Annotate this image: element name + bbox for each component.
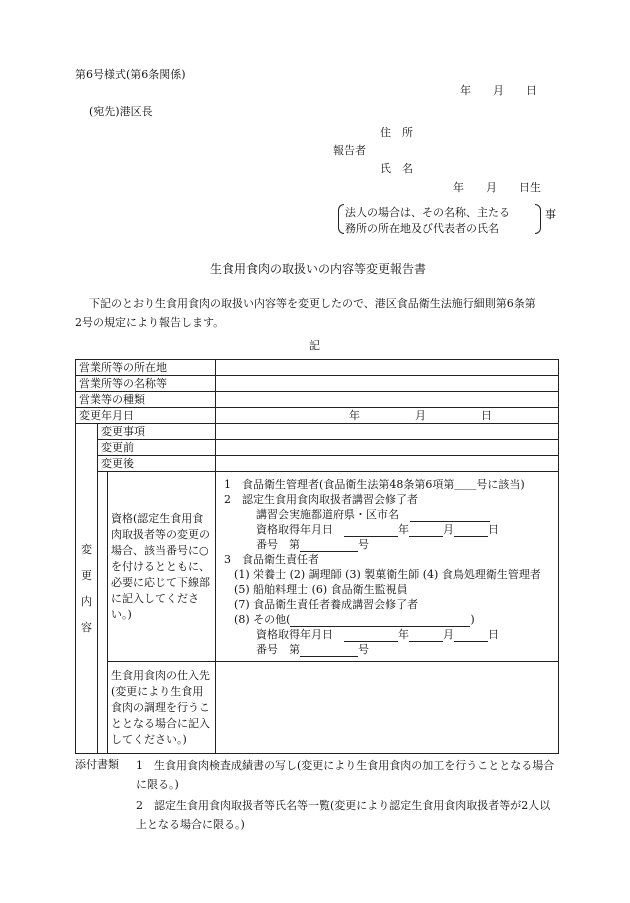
row-supplier xyxy=(76,662,559,754)
underline-blank xyxy=(300,539,358,552)
change-content-label xyxy=(76,424,98,754)
qualification-label: 資格(認定生食用食肉取扱者等の変更の場合、該当番号に○を付けるとともに、必要に応じて下線部に記入してください。) xyxy=(108,472,216,662)
document-title: 生食用食肉の取扱いの内容等変更報告書 xyxy=(210,262,427,276)
business-type-label: 営業等の種類 xyxy=(76,392,216,408)
intro-line1: 下記のとおり生食用食肉の取扱い内容等を変更したので、港区食品衛生法施行細則第6条第 xyxy=(89,297,536,310)
row-change-items xyxy=(76,424,559,440)
right-brace xyxy=(535,204,541,234)
row-after xyxy=(76,456,559,472)
underline-blank xyxy=(344,524,398,537)
after-value[interactable] xyxy=(216,456,559,472)
underline-blank xyxy=(454,524,488,537)
corp-note-line2: 務所の所在地及び代表者の氏名 xyxy=(345,222,499,235)
left-brace xyxy=(338,204,344,234)
underline-blank xyxy=(290,614,470,627)
qual-line: 資格取得年月日 年 月 日 xyxy=(256,627,500,641)
attachment-item-1: 1 生食用食肉検査成績書の写し(変更により生食用食肉の加工を行うこととなる場合に限る。) xyxy=(136,759,555,791)
change-date-label: 変更年月日 xyxy=(76,408,216,424)
vert-char: 変 xyxy=(81,542,92,556)
location-value[interactable] xyxy=(216,360,559,376)
report-form-table xyxy=(75,359,559,754)
qual-line: (1) 栄養士 (2) 調理師 (3) 製菓衛生師 (4) 食鳥処理衛生管理者 xyxy=(234,567,541,581)
row-location xyxy=(76,360,559,376)
underline-blank xyxy=(454,629,488,642)
qual-line: (7) 食品衛生責任者養成講習会修了者 xyxy=(234,597,419,611)
address-label: 住 所 xyxy=(380,126,413,139)
reporter-label: 報告者 xyxy=(333,144,366,157)
underline-blank xyxy=(409,629,443,642)
corp-note-line1: 法人の場合は、その名称、主たる xyxy=(345,206,510,219)
qual-line: 3 食品衛生責任者 xyxy=(224,552,320,566)
business-name-label: 営業所等の名称等 xyxy=(76,376,216,392)
attachment-item-2: 2 認定生食用食肉取扱者等氏名等一覧(変更により認定生食用食肉取扱者等が2人以上となる場合に限る。) xyxy=(136,799,551,831)
qual-line: 番号 第 号 xyxy=(256,537,370,551)
change-items-label: 変更事項 xyxy=(98,424,216,440)
date-line: 年 月 日 xyxy=(460,84,537,97)
underline-blank xyxy=(344,629,398,642)
row-qualification xyxy=(76,472,559,662)
underline-blank xyxy=(300,644,358,657)
vert-char: 更 xyxy=(81,568,92,582)
intro-line2: 2号の規定により報告します。 xyxy=(75,316,225,329)
change-date-value[interactable]: 年 月 日 xyxy=(216,408,559,424)
qual-line: 1 食品衛生管理者(食品衛生法第48条第6項第＿＿号に該当) xyxy=(224,477,525,491)
attachments-label: 添付書類 xyxy=(75,758,119,771)
supplier-label: 生食用食肉の仕入先(変更により生食用食肉の調理を行うこととなる場合に記入してください。) xyxy=(108,662,216,754)
qual-line: (8) その他( ) xyxy=(234,612,475,626)
underline-blank xyxy=(409,524,443,537)
addressee: (宛先)港区長 xyxy=(89,105,153,118)
location-label: 営業所等の所在地 xyxy=(76,360,216,376)
qual-line: 2 認定生食用食肉取扱者講習会修了者 xyxy=(224,492,419,506)
vert-char: 内 xyxy=(81,594,92,608)
after-indent xyxy=(98,472,108,754)
after-label: 変更後 xyxy=(98,456,216,472)
qual-line: 資格取得年月日 年 月 日 xyxy=(256,522,500,536)
row-before xyxy=(76,440,559,456)
qual-line: 番号 第 号 xyxy=(256,642,370,656)
vert-char: 容 xyxy=(81,620,92,634)
name-label: 氏 名 xyxy=(380,162,413,175)
before-label: 変更前 xyxy=(98,440,216,456)
row-change-date xyxy=(76,408,559,424)
supplier-value[interactable] xyxy=(216,662,559,754)
underline-blank xyxy=(410,509,490,522)
business-type-value[interactable] xyxy=(216,392,559,408)
qual-line: 講習会実施都道府県・区市名 xyxy=(220,507,554,522)
birth-date-line: 年 月 日生 xyxy=(453,181,541,194)
change-items-value[interactable] xyxy=(216,424,559,440)
form-number: 第6号様式(第6条関係) xyxy=(75,68,186,81)
row-name xyxy=(76,376,559,392)
ki-heading: 記 xyxy=(309,339,320,352)
row-type xyxy=(76,392,559,408)
business-name-value[interactable] xyxy=(216,376,559,392)
qualification-options[interactable] xyxy=(216,472,559,662)
before-value[interactable] xyxy=(216,440,559,456)
corp-note-tail: 事 xyxy=(545,208,556,221)
qual-line: (5) 船舶料理士 (6) 食品衛生監視員 xyxy=(234,582,408,596)
